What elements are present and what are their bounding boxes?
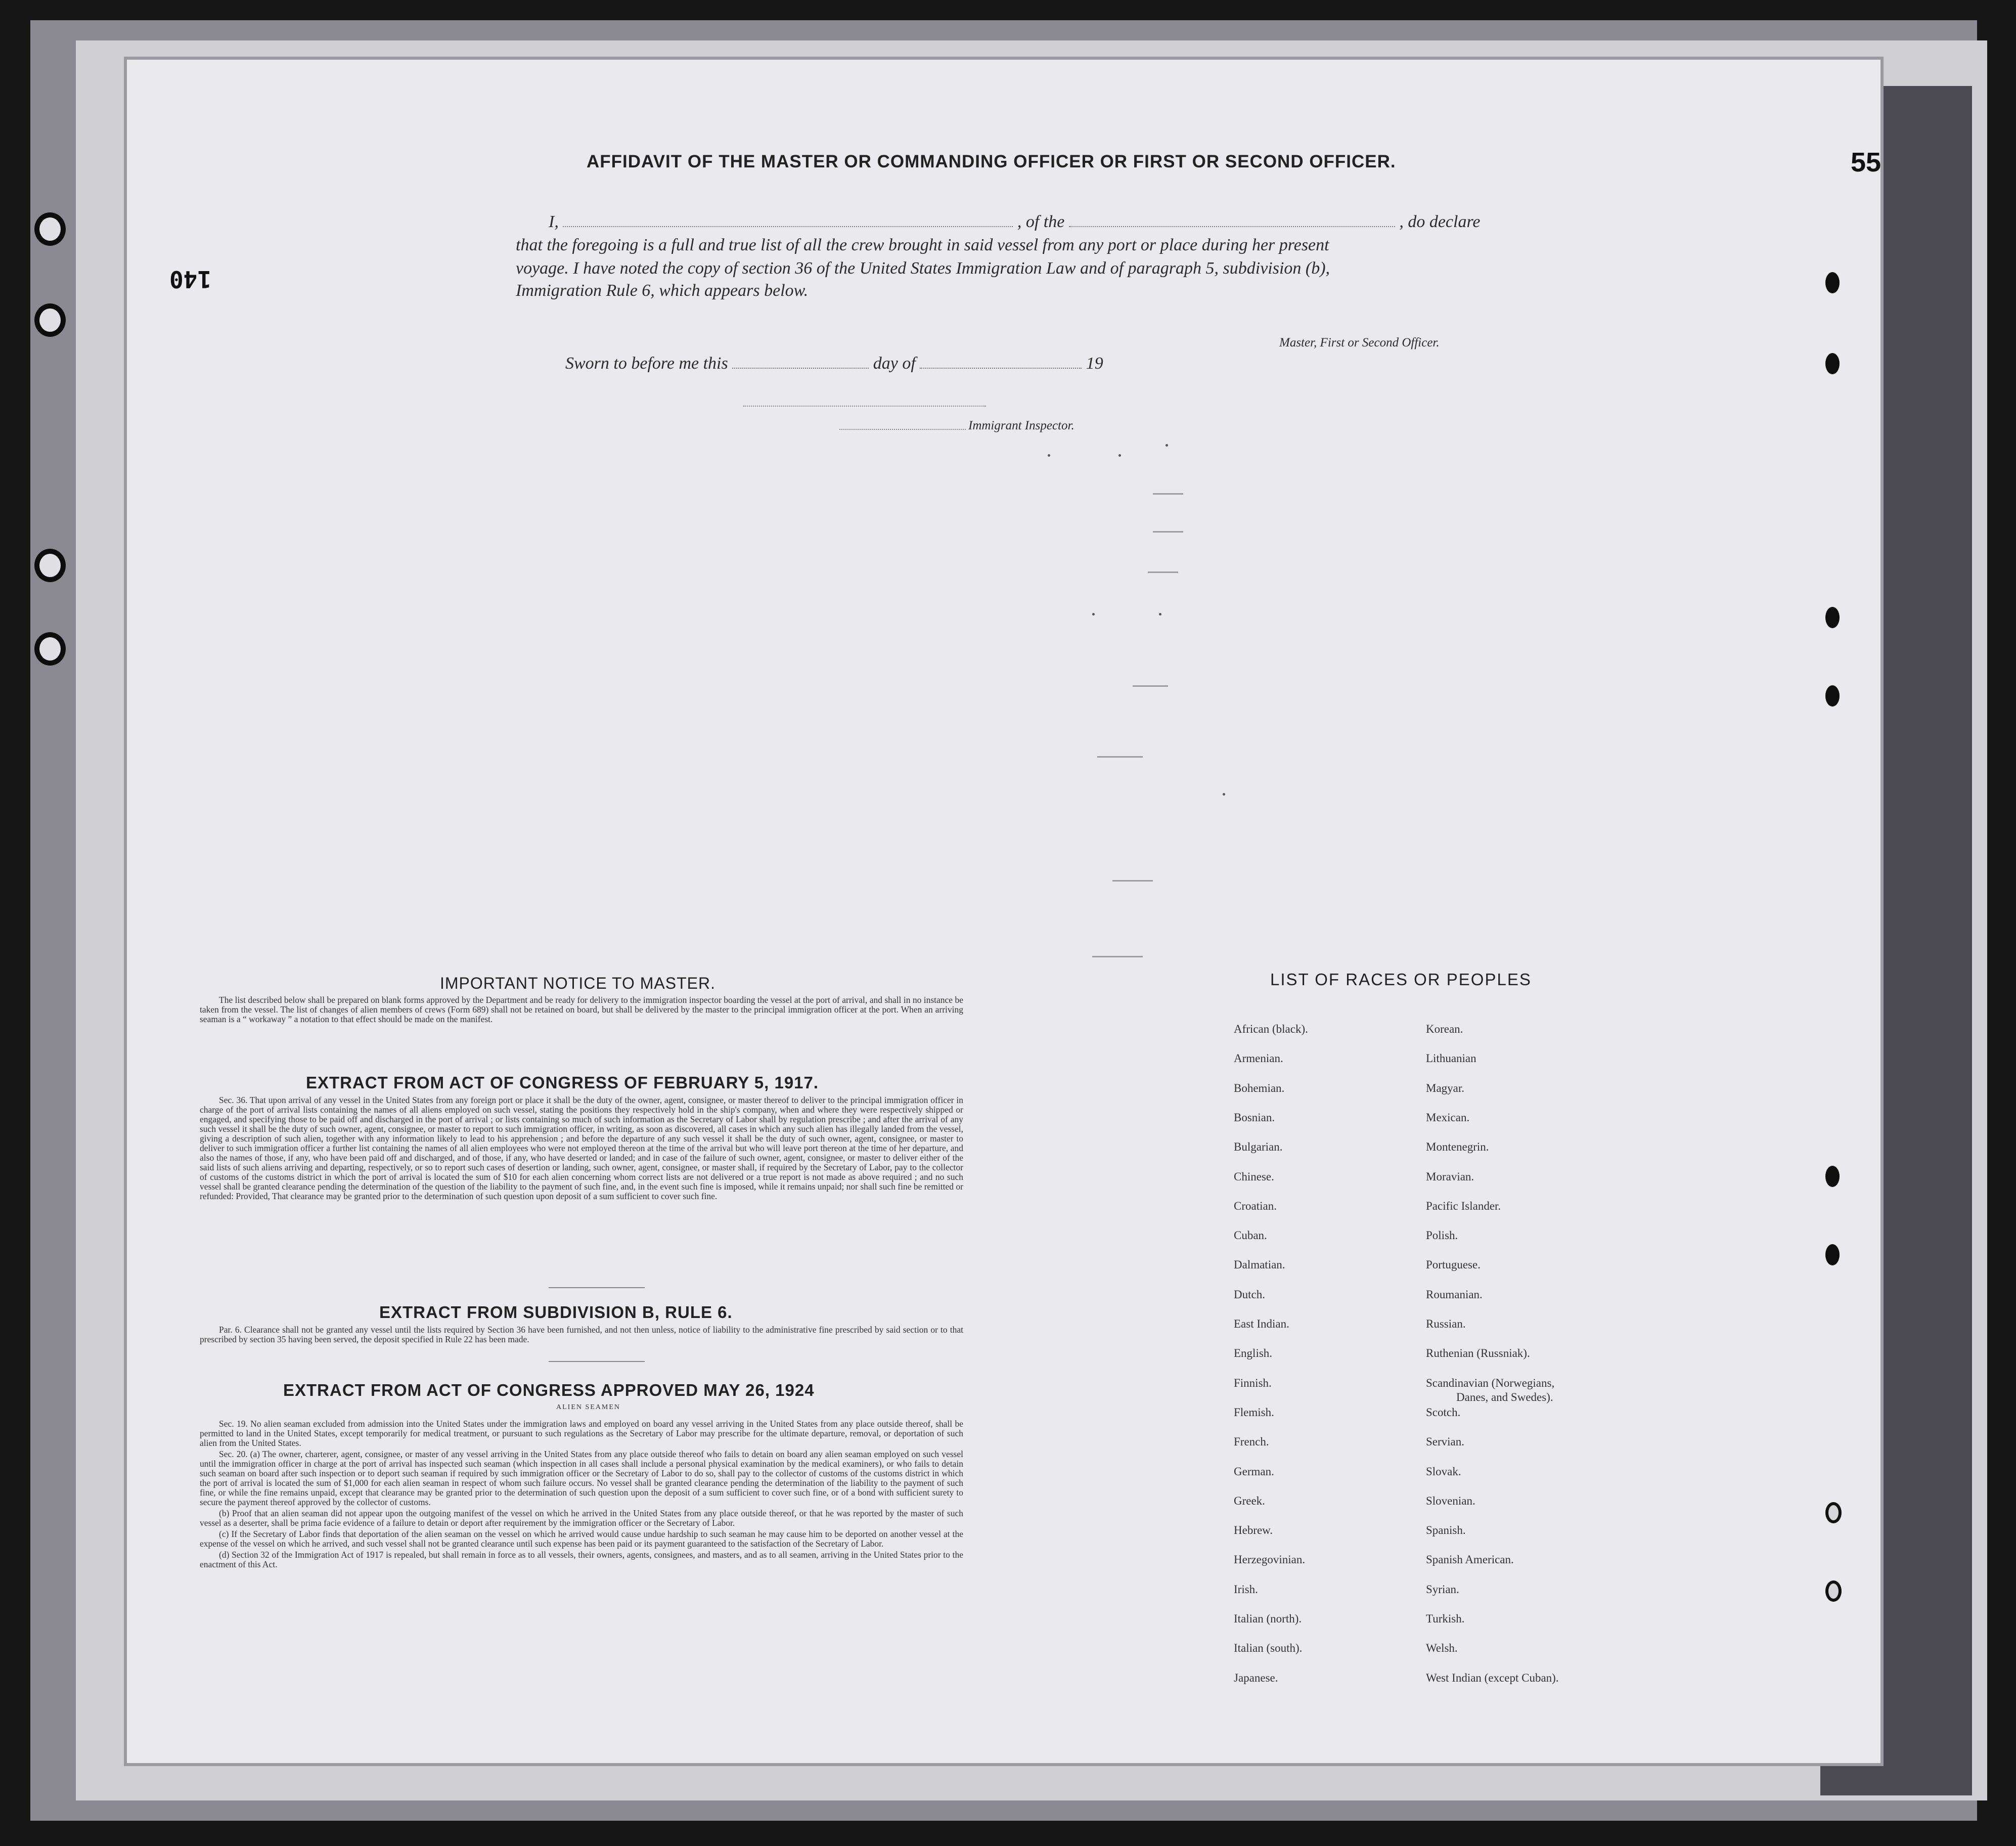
race-item: Greek. [1234,1494,1265,1507]
race-item: Italian (north). [1234,1612,1302,1625]
race-item: Roumanian. [1426,1288,1483,1301]
race-item: Cuban. [1234,1229,1267,1242]
bleed-mark [1092,956,1143,957]
section-20a-paragraph: Sec. 20. (a) The owner, charterer, agent, consignee, or master of any vessel arriving in the United States from any place outside thereof who fails to detain on board any alien seaman employed on such vessel until the immigration officer in charge at the port of arrival has inspected such seaman (which inspection in all cases shall include a personal physical examination by the medical examiners), or who fails to detain such seaman on board after such inspection or to deport such seaman if required by such immigration officer or the Secretary of Labor to do so, shall pay to the collector of customs of the customs district in which the port of arrival is located the sum of $1,000 for each alien seaman in respect of whom such failure occurs. No vessel shall be granted clearance pending the determination of the liability to the payment of such fine, or while the fine remains unpaid, except that clearance may be granted prior to the determination of such question upon the deposit of a sum sufficient to cover such fine, or of a bond with sufficient surety to secure the payment thereof approved by the collector of customs. [200,1449,963,1507]
race-item: Scandinavian (Norwegians, [1426,1376,1555,1389]
bleed-dot [1118,454,1121,457]
inspector-signature-line [743,406,986,407]
race-item: Flemish. [1234,1405,1274,1419]
name-blank [563,214,1013,227]
master-signature-label: Master, First or Second Officer. [1279,336,1440,349]
extract-1924-title: EXTRACT FROM ACT OF CONGRESS APPROVED MAY 26, 1924 [283,1381,815,1399]
race-item: Spanish American. [1426,1553,1514,1566]
vessel-blank [1069,214,1395,227]
bleed-mark [1148,572,1178,573]
page-number: 55 [1851,147,1881,178]
race-item: African (black). [1234,1023,1308,1035]
declaration-text-2: that the foregoing is a full and true list of all the crew brought in said vessel from any port or place during her present [516,236,1329,254]
bleed-dot [1048,454,1050,457]
alien-seamen-subtitle: ALIEN SEAMEN [556,1403,621,1411]
race-item: Herzegovinian. [1234,1553,1306,1566]
month-blank [920,356,1082,369]
punch-hole-icon [1825,607,1840,628]
section-20d-paragraph: (d) Section 32 of the Immigration Act of 1917 is repealed, but shall remain in force as to all vessels, their owners, agents, consignees, and masters, and as to all seamen, arriving in the United States prior to the enactment of this Act. [200,1550,963,1569]
race-item: Polish. [1426,1229,1458,1242]
binder-hole-icon [34,212,66,246]
race-item: Syrian. [1426,1583,1459,1596]
race-item: Turkish. [1426,1612,1465,1625]
race-item: Bosnian. [1234,1111,1275,1124]
declaration-declare: , do declare [1399,212,1481,231]
punch-hole-icon [1825,1502,1842,1523]
notice-title: IMPORTANT NOTICE TO MASTER. [440,974,715,992]
race-item: Bulgarian. [1234,1140,1283,1154]
punch-hole-icon [1825,685,1840,707]
extract-1917-title: EXTRACT FROM ACT OF CONGRESS OF FEBRUARY 5, 1917. [306,1073,819,1092]
punch-hole-icon [1825,1166,1840,1187]
inspector-name-line [839,429,966,430]
day-blank [732,356,869,369]
section-divider [549,1287,645,1288]
race-item: Finnish. [1234,1376,1272,1389]
race-item: Moravian. [1426,1170,1474,1183]
section-20b-paragraph: (b) Proof that an alien seaman did not appear upon the outgoing manifest of the vessel on which he arrived in the United States from any place outside thereof, or that he was reported by the master of such vessel as a deserter, shall be prima facie evidence of a failure to detain or deport after requirement by the immigration officer or the Secretary of Labor. [200,1508,963,1528]
section-20c-paragraph: (c) If the Secretary of Labor finds that deportation of the alien seaman on the vessel on which he arrived would cause undue hardship to such seaman he may cause him to be deported on another vessel at the expense of the vessel on which he arrived, and such vessel shall not be granted clearance until such expense has been paid or its payment guaranteed to the satisfaction of the Secretary of Labor. [200,1529,963,1549]
race-item: West Indian (except Cuban). [1426,1671,1559,1684]
race-item: Dutch. [1234,1288,1265,1301]
bleed-mark [1097,756,1143,758]
paragraph-6: Par. 6. Clearance shall not be granted any vessel until the lists required by Section 36 have been furnished, and not then unless, notice of liability to the administrative fine prescribed by said section or to that prescribed by section 35 having been served, the deposit specified in Rule 22 has been made. [200,1325,963,1344]
extract-1924-text [200,1419,963,1571]
races-list-title: LIST OF RACES OR PEOPLES [1270,970,1532,989]
race-item: Pacific Islander. [1426,1199,1501,1212]
race-item: Korean. [1426,1023,1463,1035]
extract-1917-text [200,1095,963,1203]
binder-hole-icon [34,303,66,337]
race-item: Ruthenian (Russniak). [1426,1347,1530,1360]
notice-paragraph: The list described below shall be prepared on blank forms approved by the Department and be ready for delivery to the immigration inspector boarding the vessel at the port of arrival, and shall in no instance be taken from the vessel. The list of changes of alien members of crews (Form 689) shall not be retained on board, but shall be delivered by the master to the principal immigration officer at the port. When an arriving seaman is a “ workaway ” a notation to that effect should be made on the manifest. [200,995,963,1024]
race-item: Chinese. [1234,1170,1274,1183]
declaration-text-4: Immigration Rule 6, which appears below. [516,281,809,300]
race-item: Magyar. [1426,1081,1465,1094]
race-item: Montenegrin. [1426,1140,1489,1154]
binder-hole-icon [34,549,66,582]
bleed-dot [1166,444,1168,447]
race-item: Portuguese. [1426,1258,1481,1271]
race-item: Danes, and Swedes). [1456,1390,1553,1403]
bleed-dot [1092,613,1095,616]
declaration-line [549,212,1481,232]
race-item: Japanese. [1234,1671,1278,1684]
race-item: Slovenian. [1426,1494,1475,1507]
declaration-text-3: voyage. I have noted the copy of section 36 of the United States Immigration Law and of paragraph 5, subdivision (b), [516,259,1330,278]
bleed-dot [1223,793,1225,796]
race-item: English. [1234,1347,1273,1360]
punch-hole-icon [1825,272,1840,293]
extract-rule6-title: EXTRACT FROM SUBDIVISION B, RULE 6. [379,1303,733,1322]
sworn-line [565,354,1103,373]
race-item: Mexican. [1426,1111,1470,1124]
section-36-paragraph: Sec. 36. That upon arrival of any vessel in the United States from any foreign port or place it shall be the duty of the owner, agent, consignee, or master thereof to deliver to the principal immigration officer in charge of the port of arrival lists containing the names of all aliens employed on such vessel, stating the positions they respectively hold in the ship's company, when and where they were respectively shipped or engaged, and specifying those to be paid off and discharged in the port of arrival ; or lists containing so much of such information as the Secretary of Labor shall by regulation prescribe ; and after the arrival of any such vessel it shall be the duty of such owner, agent, consignee, or master to report to such immigration officer, in writing, as soon as discovered, all cases in which any such alien has illegally landed from the vessel, giving a description of such alien, together with any information likely to lead to his apprehension ; and before the departure of any such vessel it shall be the duty of such owner, agent, consignee, or master to deliver to such immigration officer a further list containing the names of all alien employees who were not employed thereon at the time of the arrival but who will leave port thereon at the time of her departure, and also the names of those, if any, who have been paid off and discharged, and of those, if any, who have deserted or landed; and in case of the failure of such owner, agent, consignee, or master to deliver either of the said lists of such aliens arriving and departing, respectively, or so to report such cases of desertion or landing, such owner, agent, consignee, or master shall, if required by the Secretary of Labor, pay to the collector of customs of the customs district in which the port of arrival is located the sum of $10 for each alien concerning whom correct lists are not delivered or a true report is not made as above required ; and no such vessel shall be granted clearance pending the determination of the question of the liability to the payment of such fine, and, in the event such fine is imposed, while it remains unpaid; nor shall such fine be remitted or refunded: Provided, That clearance may be granted prior to the determination of such question upon deposit of a sum sufficient to cover such fine. [200,1095,963,1201]
bleed-dot [1159,613,1161,616]
race-item: Armenian. [1234,1052,1283,1065]
sworn-text: Sworn to before me this [565,354,728,373]
margin-stamp: 140 [169,266,212,293]
race-item: Dalmatian. [1234,1258,1285,1271]
bleed-mark [1133,685,1168,687]
race-item: Croatian. [1234,1199,1277,1212]
section-divider [549,1361,645,1362]
race-item: German. [1234,1465,1274,1478]
race-item: Hebrew. [1234,1524,1273,1537]
race-item: Irish. [1234,1583,1258,1596]
race-item: Slovak. [1426,1465,1461,1478]
punch-hole-icon [1825,1580,1842,1602]
bleed-mark [1112,880,1153,882]
declaration-of-the: , of the [1017,212,1065,231]
punch-hole-icon [1825,353,1840,374]
day-of-text: day of [873,354,916,373]
bleed-mark [1153,493,1183,495]
bleed-mark [1153,531,1183,533]
year-prefix: 19 [1086,354,1103,373]
race-item: Lithuanian [1426,1052,1476,1065]
binder-hole-icon [34,632,66,666]
section-19-paragraph: Sec. 19. No alien seaman excluded from admission into the United States under the immigration laws and employed on board any vessel arriving in the United States from any place outside thereof, shall be permitted to land in the United States, except temporarily for medical treatment, or pursuant to such regulations as the Secretary of Labor may prescribe for the ultimate departure, removal, or deportation of such alien from the United States. [200,1419,963,1448]
race-item: Bohemian. [1234,1081,1285,1094]
race-item: Russian. [1426,1317,1466,1330]
notice-text [200,995,963,1026]
extract-rule6-text [200,1325,963,1346]
inspector-label: Immigrant Inspector. [968,419,1074,432]
race-item: Italian (south). [1234,1642,1303,1655]
race-item: Welsh. [1426,1642,1458,1655]
race-item: Scotch. [1426,1405,1461,1419]
race-item: Spanish. [1426,1524,1466,1537]
declaration-i: I, [549,212,559,231]
race-item: Servian. [1426,1435,1465,1448]
affidavit-title: AFFIDAVIT OF THE MASTER OR COMMANDING OFFICER OR FIRST OR SECOND OFFICER. [587,152,1396,171]
race-item: French. [1234,1435,1269,1448]
punch-hole-icon [1825,1244,1840,1265]
race-item: East Indian. [1234,1317,1289,1330]
